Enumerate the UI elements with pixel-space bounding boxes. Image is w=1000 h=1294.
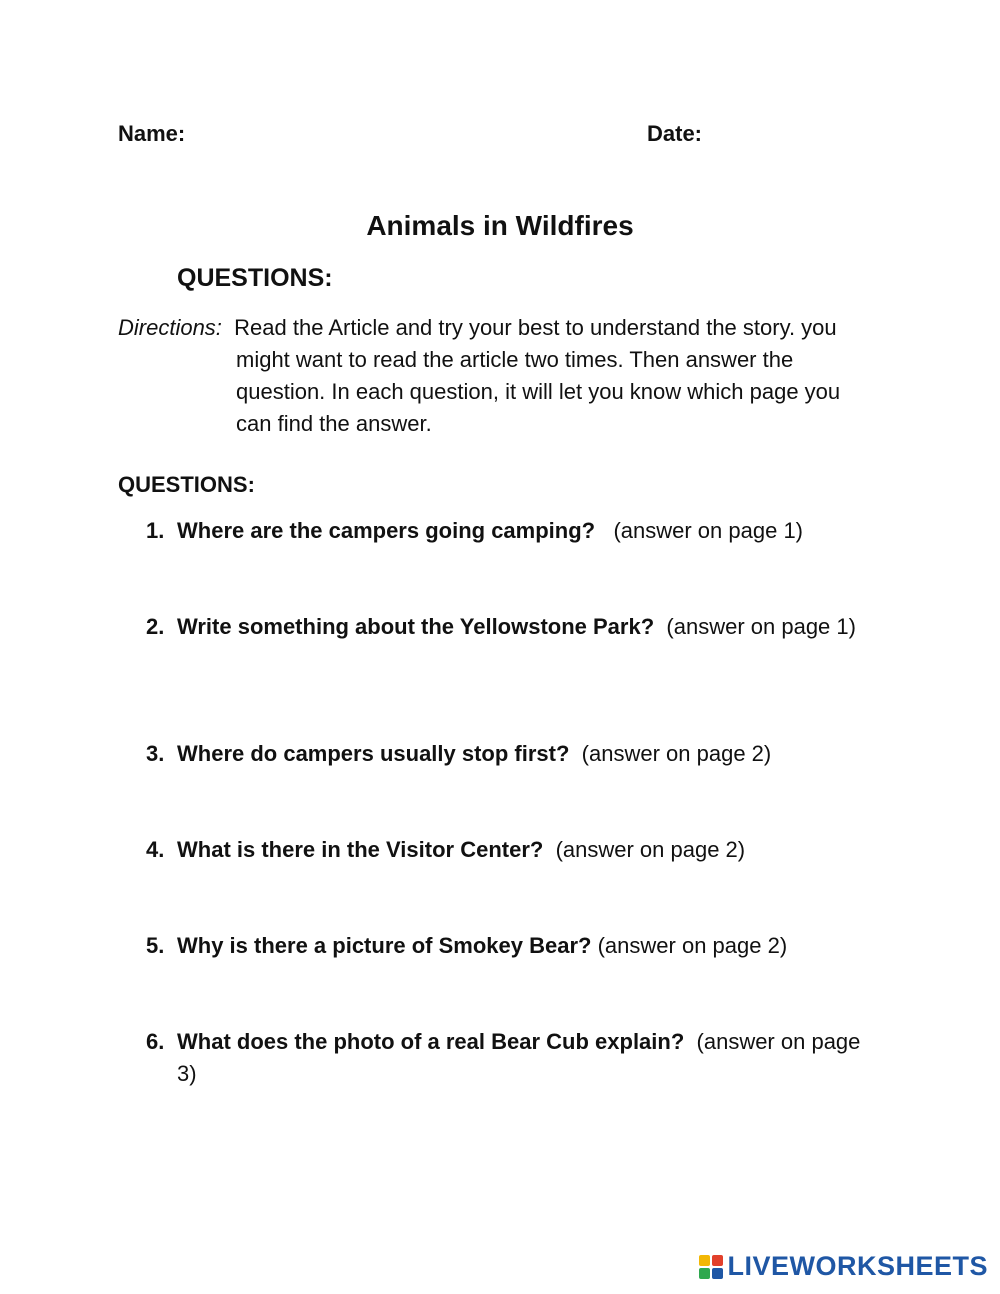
question-item-3: [146, 738, 876, 770]
directions-text: Read the Article and try your best to understand the story. you might want to read the article two times. Then answer the question. In each question, it will let you know which page you can find the answer.: [234, 315, 841, 436]
directions-block: [118, 312, 878, 440]
liveworksheets-logo-icon: [699, 1255, 723, 1279]
answer-page-hint: (answer on page 1): [613, 518, 804, 543]
question-text: Where do campers usually stop first?: [177, 741, 570, 766]
liveworksheets-logo: [699, 1251, 988, 1282]
question-text: Where are the campers going camping?: [177, 518, 596, 543]
question-text: What is there in the Visitor Center?: [177, 837, 544, 862]
question-item-1: [146, 515, 876, 547]
logo-text: LIVEWORKSHEETS: [727, 1251, 988, 1281]
question-number: 2.: [146, 614, 165, 639]
answer-page-hint: (answer on page 2): [555, 837, 746, 862]
questions-subheading: QUESTIONS:: [118, 472, 255, 497]
question-number: 6.: [146, 1029, 165, 1054]
question-item-4: [146, 834, 876, 866]
date-label: Date:: [647, 121, 703, 146]
question-number: 5.: [146, 933, 165, 958]
questions-heading: QUESTIONS:: [177, 264, 333, 292]
worksheet-title: Animals in Wildfires: [366, 210, 634, 241]
name-label: Name:: [118, 121, 186, 146]
question-text: What does the photo of a real Bear Cub explain?: [177, 1029, 685, 1054]
question-text: Why is there a picture of Smokey Bear?: [177, 933, 592, 958]
directions-label: Directions:: [118, 315, 222, 340]
question-number: 4.: [146, 837, 165, 862]
question-text: Write something about the Yellowstone Park?: [177, 614, 655, 639]
answer-page-hint: (answer on page 2): [597, 933, 788, 958]
answer-page-hint: (answer on page 3): [177, 1029, 861, 1086]
question-item-2: [146, 611, 876, 643]
question-item-6: [146, 1026, 876, 1090]
question-item-5: [146, 930, 876, 962]
answer-page-hint: (answer on page 1): [666, 614, 856, 639]
question-number: 1.: [146, 518, 165, 543]
answer-page-hint: (answer on page 2): [581, 741, 772, 766]
question-number: 3.: [146, 741, 165, 766]
